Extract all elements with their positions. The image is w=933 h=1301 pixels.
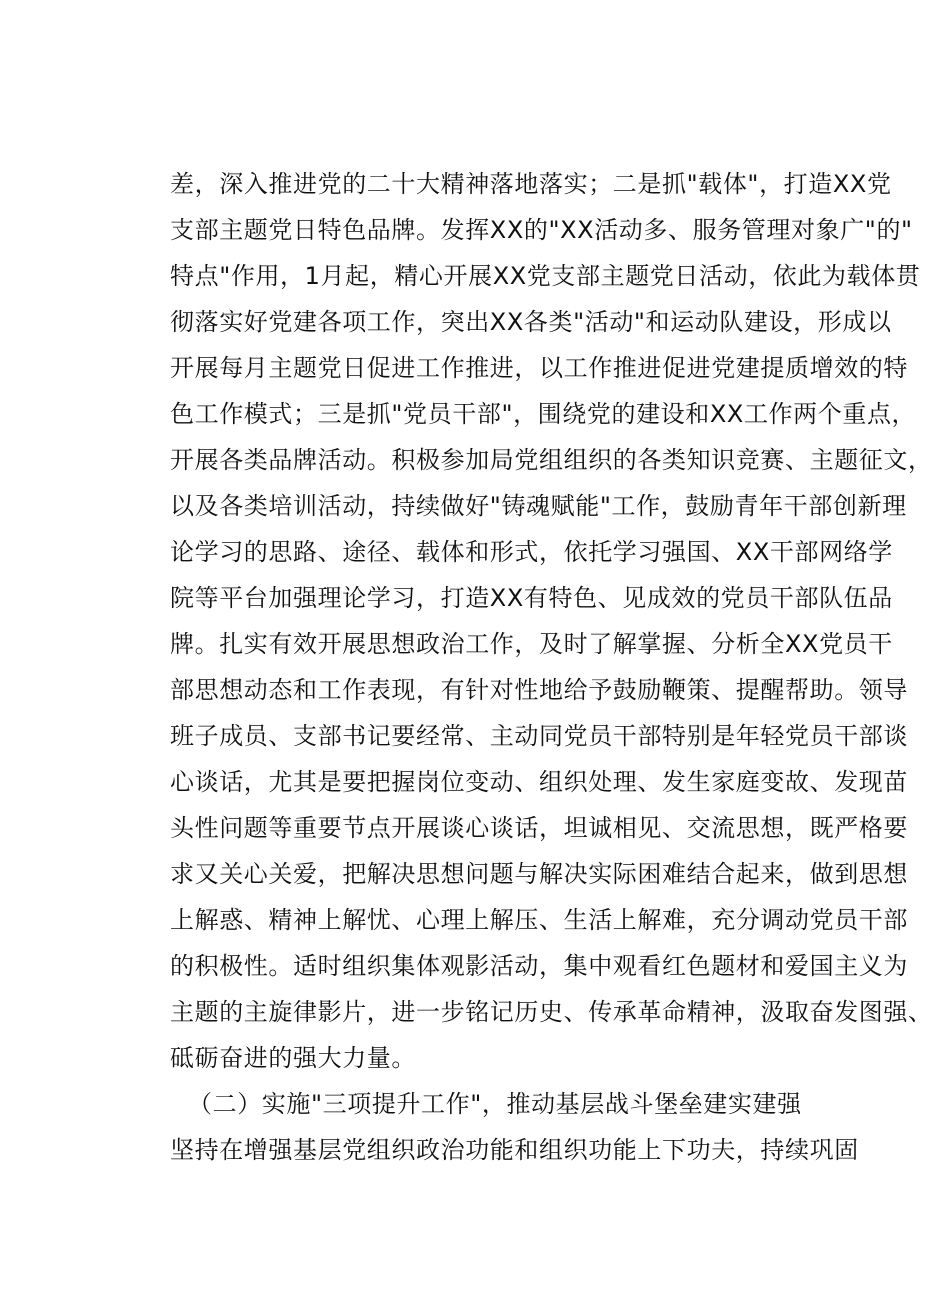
body-line-8: 以及各类培训活动，持续做好"铸魂赋能"工作，鼓励青年干部创新理 [170, 492, 907, 520]
body-line-5: 开展每月主题党日促进工作推进，以工作推进促进党建提质增效的特 [170, 354, 908, 382]
body-line-3: 特点"作用，1月起，精心开展XX党支部主题党日活动，依此为载体贯 [170, 262, 921, 290]
section-heading: （二）实施"三项提升工作"，推动基层战斗堡垒建实建强 [188, 1090, 802, 1118]
body-line-20: 砥砺奋进的强大力量。 [170, 1044, 416, 1072]
body-line-6: 色工作模式；三是抓"党员干部"，围绕党的建设和XX工作两个重点， [170, 400, 917, 428]
body-line-4: 彻落实好党建各项工作，突出XX各类"活动"和运动队建设，形成以 [170, 308, 892, 336]
body-line-12: 部思想动态和工作表现，有针对性地给予鼓励鞭策、提醒帮助。领导 [170, 676, 908, 704]
body-line-1: 差，深入推进党的二十大精神落地落实；二是抓"载体"，打造XX党 [170, 170, 892, 198]
body-line-2: 支部主题党日特色品牌。发挥XX的"XX活动多、服务管理对象广"的" [170, 216, 913, 244]
body-line-9: 论学习的思路、途径、载体和形式，依托学习强国、XX干部网络学 [170, 538, 893, 566]
body-line-last: 坚持在增强基层党组织政治功能和组织功能上下功夫，持续巩固 [170, 1136, 859, 1164]
body-line-11: 牌。扎实有效开展思想政治工作，及时了解掌握、分析全XX党员干 [170, 630, 893, 658]
body-line-17: 上解惑、精神上解忧、心理上解压、生活上解难，充分调动党员干部 [170, 906, 908, 934]
body-line-19: 主题的主旋律影片，进一步铭记历史、传承革命精神，汲取奋发图强、 [170, 998, 933, 1026]
body-line-14: 心谈话，尤其是要把握岗位变动、组织处理、发生家庭变故、发现苗 [170, 768, 908, 796]
body-line-7: 开展各类品牌活动。积极参加局党组组织的各类知识竞赛、主题征文， [170, 446, 933, 474]
body-line-10: 院等平台加强理论学习，打造XX有特色、见成效的党员干部队伍品 [170, 584, 893, 612]
body-line-18: 的积极性。适时组织集体观影活动，集中观看红色题材和爱国主义为 [170, 952, 908, 980]
body-line-16: 求又关心关爱，把解决思想问题与解决实际困难结合起来，做到思想 [170, 860, 908, 888]
body-line-15: 头性问题等重要节点开展谈心谈话，坦诚相见、交流思想，既严格要 [170, 814, 908, 842]
body-line-13: 班子成员、支部书记要经常、主动同党员干部特别是年轻党员干部谈 [170, 722, 908, 750]
